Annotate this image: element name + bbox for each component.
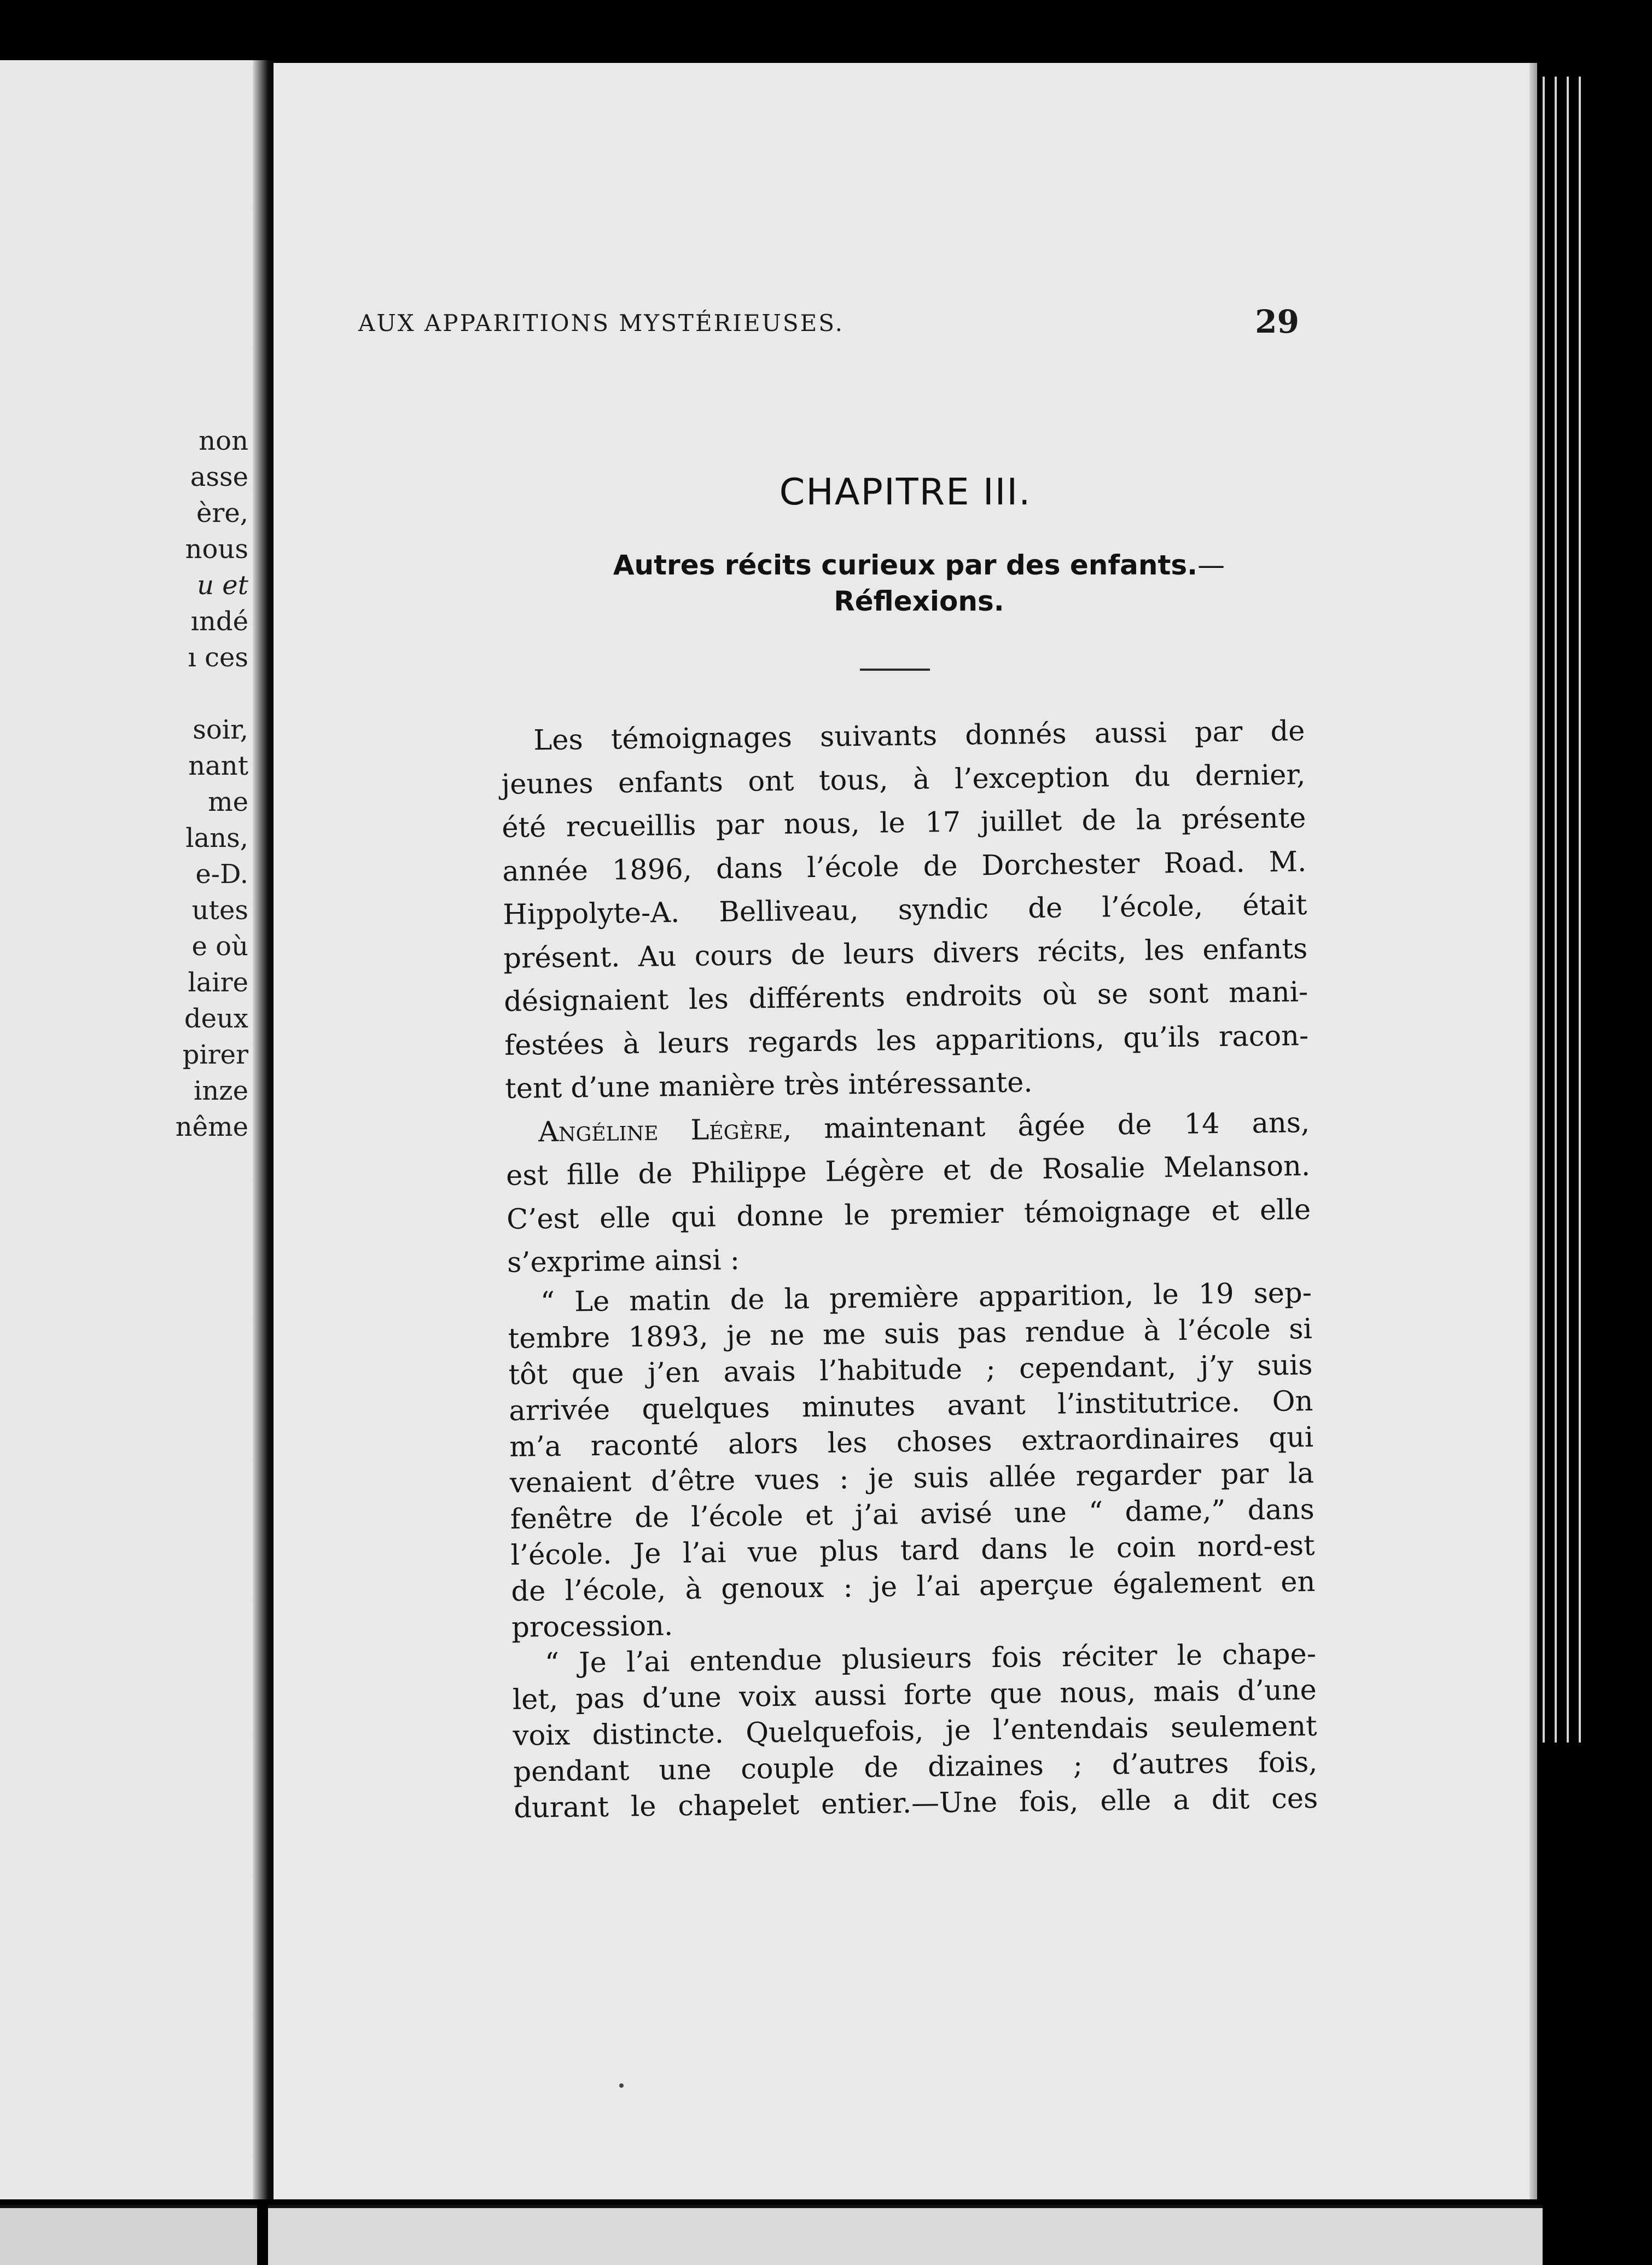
text-line: année 1896, dans l’école de Dorchester Road. M.: [502, 845, 1307, 888]
text-line: “ Je l’ai entendue plusieurs fois réciter le chape-: [544, 1637, 1317, 1680]
text-span: maintenant âgée de 14 ans,: [791, 1106, 1310, 1146]
left-line: nous: [185, 534, 248, 565]
subtitle-text: Autres récits curieux par des enfants.: [613, 549, 1198, 581]
left-page-gutter-shadow: [253, 60, 276, 2199]
chapter-title: CHAPITRE III.: [779, 471, 1032, 513]
left-line: e-D.: [195, 859, 248, 890]
left-line: utes: [191, 895, 248, 926]
text-line: présent. Au cours de leurs divers récits, les enfants: [503, 932, 1308, 975]
text-line: pendant une couple de dizaines ; d’autres fois,: [513, 1746, 1318, 1788]
left-line: lans,: [185, 823, 248, 853]
text-line: voix distincte. Quelquefois, je l’entendais seulement: [513, 1710, 1317, 1752]
text-line: durant le chapelet entier.—Une fois, elle a dit ces: [513, 1782, 1318, 1825]
left-page-text-fragments: [128, 423, 248, 1145]
chapter-subtitle-line-1: [525, 547, 1313, 583]
person-name: Angéline Légère,: [538, 1113, 792, 1148]
left-line: deux: [184, 1003, 248, 1034]
text-line: arrivée quelques minutes avant l’institutrice. On: [509, 1385, 1313, 1427]
page-fore-edges: [1538, 77, 1589, 1743]
text-line: tôt que j’en avais l’habitude ; cependant, j’y suis: [508, 1349, 1313, 1391]
text-line: Hippolyte-A. Belliveau, syndic de l’école, était: [503, 889, 1307, 931]
running-head-title: AUX APPARITIONS MYSTÉRIEUSES.: [358, 310, 844, 336]
heading-divider-rule: [860, 669, 930, 671]
ink-speck: [619, 2083, 624, 2088]
left-line: e où: [191, 931, 248, 962]
chapter-subtitle-line-2: Réflexions.: [834, 585, 1004, 617]
next-page-strip-left: [0, 2205, 257, 2265]
text-line: l’école. Je l’ai vue plus tard dans le coin nord-est: [510, 1529, 1315, 1572]
left-line: ı ces: [188, 642, 248, 673]
text-line: tent d’une manière très intéressante.: [504, 1066, 1033, 1105]
text-line: m’a raconté alors les choses extraordinaires qui: [509, 1421, 1314, 1463]
left-line-gap: [128, 676, 248, 712]
running-head: [358, 303, 1299, 340]
page-number: 29: [1255, 303, 1299, 340]
left-line: ındé: [190, 606, 248, 637]
text-line: jeunes enfants ont tous, à l’exception du dernier,: [501, 758, 1306, 801]
next-page-strip: [268, 2205, 1543, 2265]
text-line: désignaient les différents endroits où se sont mani-: [503, 976, 1308, 1018]
text-line: été recueillis par nous, le 17 juillet de la présente: [502, 802, 1306, 844]
left-line: pirer: [182, 1039, 248, 1070]
text-line: Les témoignages suivants donnés aussi par de: [533, 715, 1305, 757]
left-line: laire: [188, 967, 248, 998]
left-line: u et: [197, 570, 248, 601]
text-line: let, pas d’une voix aussi forte que nous, mais d’une: [512, 1674, 1317, 1716]
paragraph-2: [505, 1101, 1312, 1285]
left-line: me: [208, 787, 248, 817]
left-line: asse: [190, 462, 248, 492]
text-line: tembre 1893, je ne me suis pas rendue à l’école si: [508, 1312, 1313, 1355]
quote-paragraph-1: [508, 1275, 1316, 1646]
text-line: fenêtre de l’école et j’ai avisé une “ dame,” dans: [510, 1493, 1315, 1536]
body-text: [501, 710, 1318, 1826]
text-line: de l’école, à genoux : je l’ai aperçue également en: [511, 1565, 1316, 1608]
text-line: venaient d’être vues : je suis allée regarder par la: [509, 1457, 1314, 1500]
paragraph-1: [501, 710, 1310, 1111]
text-line: festées à leurs regards les apparitions, qu’ils racon-: [504, 1019, 1309, 1062]
chapter-subtitle: [525, 547, 1313, 619]
left-line: nant: [188, 751, 248, 781]
left-line: soir,: [193, 715, 248, 745]
text-line: procession.: [511, 1609, 673, 1644]
text-line: “ Le matin de la première apparition, le 19 sep-: [540, 1276, 1312, 1319]
left-line: non: [199, 426, 248, 456]
left-line: nême: [175, 1112, 248, 1142]
left-line: ère,: [196, 498, 248, 528]
right-page-edge-shadow: [1529, 63, 1537, 2199]
text-line: s’exprime ainsi :: [507, 1244, 740, 1279]
subtitle-dash: —: [1197, 549, 1225, 581]
left-facing-page: [0, 60, 276, 2199]
text-line: est fille de Philippe Légère et de Rosalie Melanson.: [505, 1149, 1311, 1192]
quote-paragraph-2: [512, 1636, 1318, 1826]
left-line: inze: [194, 1076, 248, 1106]
text-line: C’est elle qui donne le premier témoignage et elle: [506, 1193, 1311, 1236]
